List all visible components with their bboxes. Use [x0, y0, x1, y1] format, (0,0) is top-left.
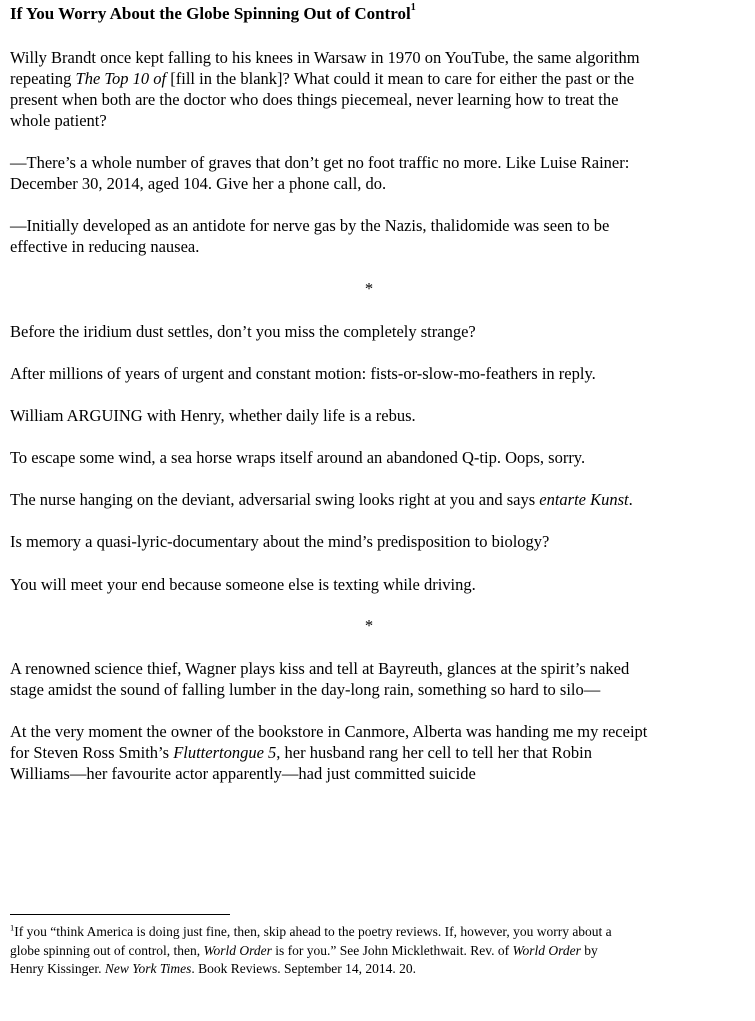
paragraph-line: [10, 489, 740, 510]
text-run: , her husband rang her cell to tell her that Robin: [276, 743, 592, 762]
text-run: by: [580, 942, 598, 958]
paragraph-texting: [10, 574, 740, 595]
paragraph-line: December 30, 2014, aged 104. Give her a phone call, do.: [10, 174, 387, 193]
paragraph-thalidomide: [10, 215, 740, 257]
paragraph-brandt: [10, 47, 740, 131]
paragraph-memory: [10, 531, 740, 552]
paragraph-motion: [10, 363, 740, 384]
paragraph-line: present when both are the doctor who does things piecemeal, never learning how to treat the: [10, 90, 619, 109]
paragraph-line: William ARGUING with Henry, whether daily life is a rebus.: [10, 406, 416, 425]
footnote-line: [10, 923, 740, 942]
title-text: If You Worry About the Globe Spinning Out of Control: [10, 4, 411, 23]
text-run: repeating: [10, 69, 76, 88]
paragraph-line: To escape some wind, a sea horse wraps itself around an abandoned Q-tip. Oops, sorry.: [10, 448, 586, 467]
text-run: [fill in the blank]? What could it mean to care for either the past or the: [166, 69, 635, 88]
paragraph-wagner: [10, 658, 740, 700]
paragraph-line: You will meet your end because someone else is texting while driving.: [10, 575, 476, 594]
text-run: If you “think America is doing just fine, then, skip ahead to the poetry reviews. If, however, you worry about a: [14, 924, 612, 939]
text-run: is for you.” See John Micklethwait. Rev. of: [271, 942, 513, 958]
paragraph-line: After millions of years of urgent and constant motion: fists-or-slow-mo-feathers in reply.: [10, 364, 596, 383]
paragraph-line: Williams—her favourite actor apparently—had just committed suicide: [10, 764, 476, 783]
text-run: .: [628, 490, 633, 509]
document-title: [10, 4, 416, 24]
paragraph-line: Is memory a quasi-lyric-documentary about the mind’s predisposition to biology?: [10, 532, 550, 551]
paragraph-iridium: [10, 321, 740, 342]
paragraph-line: stage amidst the sound of falling lumber in the day-long rain, something so hard to silo—: [10, 680, 601, 699]
paragraph-bookstore: [10, 721, 740, 784]
text-run: . Book Reviews. September 14, 2014. 20.: [191, 961, 417, 976]
paragraph-line: —Initially developed as an antidote for nerve gas by the Nazis, thalidomide was seen to be: [10, 216, 610, 235]
paragraph-sea-horse: [10, 447, 740, 468]
paragraph-line: Before the iridium dust settles, don’t you miss the completely strange?: [10, 322, 476, 341]
text-run: The nurse hanging on the deviant, adversarial swing looks right at you and says: [10, 490, 540, 509]
text-run: for Steven Ross Smith’s: [10, 743, 174, 762]
section-separator: *: [364, 616, 374, 635]
paragraph-rebus: [10, 405, 740, 426]
italic-title: The Top 10 of: [75, 69, 167, 88]
italic-title: Fluttertongue 5: [173, 743, 277, 762]
paragraph-line: effective in reducing nausea.: [10, 237, 200, 256]
paragraph-line: Willy Brandt once kept falling to his knees in Warsaw in 1970 on YouTube, the same algorithm: [10, 48, 640, 67]
italic-title: World Order: [203, 942, 272, 958]
paragraph-line: —There’s a whole number of graves that don’t get no foot traffic no more. Like Luise Rainer:: [10, 153, 630, 172]
text-run: Henry Kissinger.: [10, 961, 105, 976]
paragraph-line: [10, 742, 740, 763]
section-separator: *: [364, 279, 374, 298]
italic-title: New York Times: [104, 961, 192, 976]
paragraph-line: A renowned science thief, Wagner plays kiss and tell at Bayreuth, glances at the spirit’s naked: [10, 659, 630, 678]
footnote-divider: [10, 914, 230, 915]
text-run: globe spinning out of control, then,: [10, 942, 204, 958]
paragraph-line: whole patient?: [10, 111, 107, 130]
paragraph-nurse: [10, 489, 740, 510]
footnote-marker: 1: [10, 922, 15, 933]
footnote-line: [10, 960, 740, 979]
italic-title: World Order: [512, 942, 581, 958]
footnote: [10, 923, 740, 979]
title-footnote-marker: 1: [410, 2, 416, 14]
italic-phrase: entarte Kunst: [539, 490, 629, 509]
paragraph-graves: [10, 152, 740, 194]
paragraph-line: At the very moment the owner of the bookstore in Canmore, Alberta was handing me my receipt: [10, 722, 648, 741]
footnote-line: [10, 942, 740, 961]
paragraph-line: [10, 68, 740, 89]
